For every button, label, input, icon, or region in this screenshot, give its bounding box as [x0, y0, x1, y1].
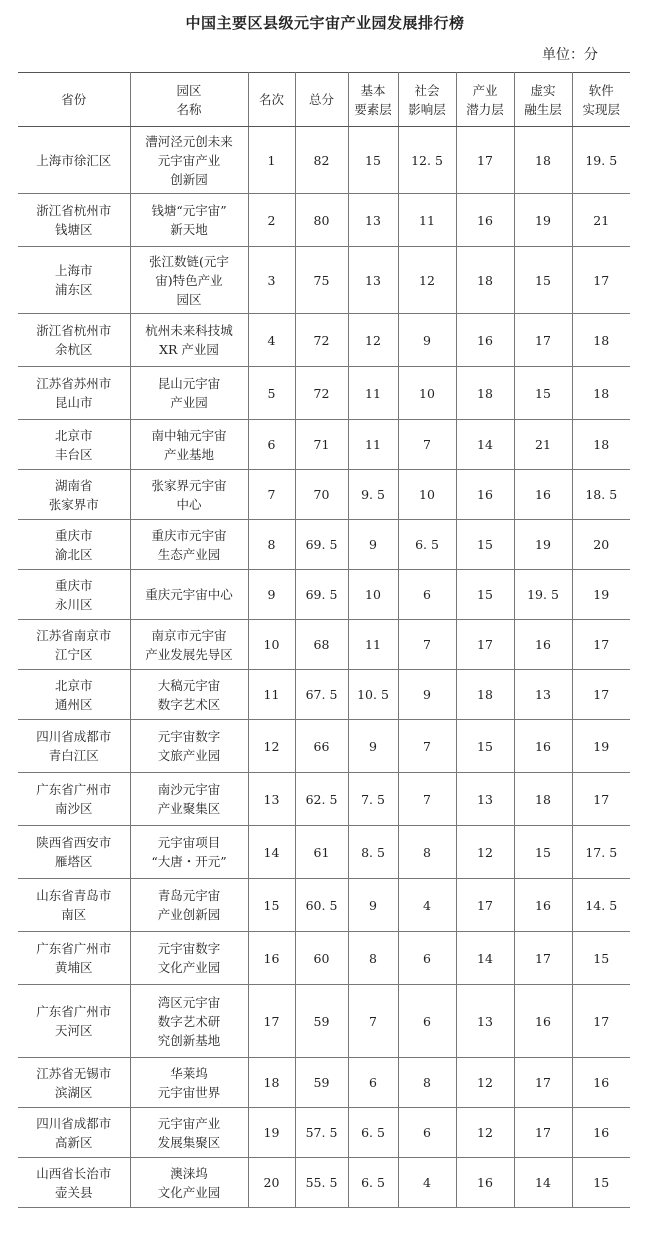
cell-software: 14. 5: [572, 879, 630, 932]
cell-social: 7: [398, 773, 456, 826]
cell-virtual: 18: [514, 127, 572, 194]
cell-province: 广东省广州市 天河区: [18, 985, 130, 1058]
cell-province: 浙江省杭州市 钱塘区: [18, 194, 130, 247]
cell-software: 21: [572, 194, 630, 247]
cell-industry: 13: [456, 985, 514, 1058]
cell-rank: 13: [248, 773, 295, 826]
ranking-table: [18, 72, 630, 1208]
cell-total: 82: [295, 127, 348, 194]
table-row: [18, 773, 630, 826]
cell-virtual: 19. 5: [514, 570, 572, 620]
cell-social: 6: [398, 932, 456, 985]
cell-basic: 6: [348, 1058, 398, 1108]
cell-basic: 9. 5: [348, 470, 398, 520]
cell-virtual: 16: [514, 985, 572, 1058]
cell-total: 69. 5: [295, 520, 348, 570]
cell-park: 南沙元宇宙 产业聚集区: [130, 773, 248, 826]
cell-rank: 11: [248, 670, 295, 720]
cell-province: 广东省广州市 黄埔区: [18, 932, 130, 985]
cell-rank: 6: [248, 420, 295, 470]
cell-rank: 14: [248, 826, 295, 879]
cell-total: 72: [295, 314, 348, 367]
cell-software: 18: [572, 367, 630, 420]
cell-social: 6: [398, 570, 456, 620]
cell-industry: 12: [456, 826, 514, 879]
cell-park: 华莱坞 元宇宙世界: [130, 1058, 248, 1108]
cell-social: 7: [398, 420, 456, 470]
cell-total: 75: [295, 247, 348, 314]
cell-total: 66: [295, 720, 348, 773]
cell-industry: 15: [456, 570, 514, 620]
cell-virtual: 16: [514, 879, 572, 932]
table-row: [18, 1058, 630, 1108]
cell-basic: 13: [348, 247, 398, 314]
cell-rank: 3: [248, 247, 295, 314]
cell-province: 浙江省杭州市 余杭区: [18, 314, 130, 367]
table-row: [18, 520, 630, 570]
cell-province: 重庆市 渝北区: [18, 520, 130, 570]
cell-park: 澳涞坞 文化产业园: [130, 1158, 248, 1208]
cell-industry: 18: [456, 247, 514, 314]
cell-basic: 11: [348, 367, 398, 420]
table-row: [18, 826, 630, 879]
table-row: [18, 420, 630, 470]
cell-virtual: 15: [514, 247, 572, 314]
cell-total: 70: [295, 470, 348, 520]
cell-park: 元宇宙数字 文化产业园: [130, 932, 248, 985]
table-row: [18, 314, 630, 367]
cell-social: 11: [398, 194, 456, 247]
cell-virtual: 15: [514, 367, 572, 420]
cell-rank: 1: [248, 127, 295, 194]
cell-virtual: 14: [514, 1158, 572, 1208]
cell-social: 6. 5: [398, 520, 456, 570]
cell-software: 18: [572, 314, 630, 367]
cell-virtual: 18: [514, 773, 572, 826]
cell-industry: 18: [456, 670, 514, 720]
cell-software: 19. 5: [572, 127, 630, 194]
cell-basic: 9: [348, 879, 398, 932]
table-title: 中国主要区县级元宇宙产业园发展排行榜: [185, 14, 465, 32]
table-row: [18, 670, 630, 720]
cell-rank: 2: [248, 194, 295, 247]
cell-software: 15: [572, 932, 630, 985]
cell-rank: 7: [248, 470, 295, 520]
cell-total: 80: [295, 194, 348, 247]
cell-rank: 19: [248, 1108, 295, 1158]
cell-industry: 15: [456, 520, 514, 570]
table-row: [18, 1108, 630, 1158]
cell-province: 山西省长治市 壶关县: [18, 1158, 130, 1208]
cell-province: 江苏省苏州市 昆山市: [18, 367, 130, 420]
cell-software: 17: [572, 620, 630, 670]
cell-software: 17. 5: [572, 826, 630, 879]
header-rank: 名次: [248, 73, 295, 127]
cell-basic: 13: [348, 194, 398, 247]
cell-park: 漕河泾元创未来 元宇宙产业 创新园: [130, 127, 248, 194]
cell-software: 16: [572, 1108, 630, 1158]
cell-province: 湖南省 张家界市: [18, 470, 130, 520]
table-row: [18, 932, 630, 985]
cell-rank: 20: [248, 1158, 295, 1208]
cell-software: 16: [572, 1058, 630, 1108]
cell-software: 17: [572, 670, 630, 720]
header-virtual: 虚实 融生层: [514, 73, 572, 127]
cell-basic: 8: [348, 932, 398, 985]
cell-basic: 15: [348, 127, 398, 194]
header-row: [18, 73, 630, 127]
cell-rank: 15: [248, 879, 295, 932]
cell-total: 69. 5: [295, 570, 348, 620]
table-row: [18, 620, 630, 670]
cell-social: 12. 5: [398, 127, 456, 194]
header-province: 省份: [18, 73, 130, 127]
cell-rank: 17: [248, 985, 295, 1058]
cell-total: 68: [295, 620, 348, 670]
cell-park: 杭州未来科技城 XR 产业园: [130, 314, 248, 367]
cell-park: 湾区元宇宙 数字艺术研 究创新基地: [130, 985, 248, 1058]
cell-park: 南中轴元宇宙 产业基地: [130, 420, 248, 470]
cell-basic: 11: [348, 620, 398, 670]
cell-software: 20: [572, 520, 630, 570]
cell-total: 61: [295, 826, 348, 879]
cell-social: 8: [398, 1058, 456, 1108]
cell-virtual: 17: [514, 1058, 572, 1108]
cell-park: 张江数链(元宇 宙)特色产业 园区: [130, 247, 248, 314]
cell-social: 10: [398, 470, 456, 520]
cell-total: 72: [295, 367, 348, 420]
cell-social: 7: [398, 620, 456, 670]
cell-industry: 13: [456, 773, 514, 826]
cell-industry: 17: [456, 879, 514, 932]
cell-rank: 10: [248, 620, 295, 670]
cell-industry: 16: [456, 1158, 514, 1208]
cell-industry: 14: [456, 932, 514, 985]
table-row: [18, 470, 630, 520]
cell-province: 四川省成都市 高新区: [18, 1108, 130, 1158]
cell-province: 广东省广州市 南沙区: [18, 773, 130, 826]
cell-social: 10: [398, 367, 456, 420]
table-row: [18, 1158, 630, 1208]
cell-park: 昆山元宇宙 产业园: [130, 367, 248, 420]
cell-basic: 9: [348, 720, 398, 773]
header-total: 总分: [295, 73, 348, 127]
unit-label: 单位：分: [542, 47, 598, 63]
cell-rank: 9: [248, 570, 295, 620]
cell-total: 71: [295, 420, 348, 470]
table-row: [18, 985, 630, 1058]
cell-basic: 10. 5: [348, 670, 398, 720]
header-social: 社会 影响层: [398, 73, 456, 127]
cell-basic: 7: [348, 985, 398, 1058]
table-row: [18, 570, 630, 620]
cell-rank: 12: [248, 720, 295, 773]
cell-park: 大稿元宇宙 数字艺术区: [130, 670, 248, 720]
cell-province: 重庆市 永川区: [18, 570, 130, 620]
cell-basic: 12: [348, 314, 398, 367]
cell-virtual: 16: [514, 620, 572, 670]
cell-industry: 16: [456, 314, 514, 367]
cell-province: 陕西省西安市 雁塔区: [18, 826, 130, 879]
cell-basic: 6. 5: [348, 1158, 398, 1208]
cell-industry: 12: [456, 1058, 514, 1108]
table-row: [18, 194, 630, 247]
cell-software: 15: [572, 1158, 630, 1208]
cell-social: 4: [398, 879, 456, 932]
table-row: [18, 127, 630, 194]
cell-virtual: 15: [514, 826, 572, 879]
cell-virtual: 17: [514, 1108, 572, 1158]
cell-rank: 4: [248, 314, 295, 367]
cell-software: 17: [572, 985, 630, 1058]
cell-total: 60. 5: [295, 879, 348, 932]
cell-rank: 5: [248, 367, 295, 420]
cell-total: 67. 5: [295, 670, 348, 720]
cell-virtual: 21: [514, 420, 572, 470]
cell-park: 元宇宙数字 文旅产业园: [130, 720, 248, 773]
cell-virtual: 17: [514, 932, 572, 985]
cell-total: 59: [295, 985, 348, 1058]
cell-province: 上海市 浦东区: [18, 247, 130, 314]
cell-industry: 16: [456, 194, 514, 247]
cell-basic: 10: [348, 570, 398, 620]
cell-software: 18: [572, 420, 630, 470]
cell-total: 57. 5: [295, 1108, 348, 1158]
cell-industry: 14: [456, 420, 514, 470]
cell-virtual: 19: [514, 520, 572, 570]
cell-basic: 11: [348, 420, 398, 470]
cell-social: 6: [398, 985, 456, 1058]
cell-basic: 6. 5: [348, 1108, 398, 1158]
cell-social: 9: [398, 314, 456, 367]
cell-rank: 18: [248, 1058, 295, 1108]
header-software: 软件 实现层: [572, 73, 630, 127]
cell-virtual: 16: [514, 720, 572, 773]
cell-park: 重庆元宇宙中心: [130, 570, 248, 620]
cell-industry: 17: [456, 127, 514, 194]
cell-social: 12: [398, 247, 456, 314]
cell-virtual: 19: [514, 194, 572, 247]
cell-virtual: 16: [514, 470, 572, 520]
table-row: [18, 720, 630, 773]
header-basic: 基本 要素层: [348, 73, 398, 127]
cell-software: 19: [572, 570, 630, 620]
cell-social: 4: [398, 1158, 456, 1208]
cell-park: 重庆市元宇宙 生态产业园: [130, 520, 248, 570]
cell-total: 59: [295, 1058, 348, 1108]
cell-industry: 18: [456, 367, 514, 420]
table-row: [18, 879, 630, 932]
cell-basic: 9: [348, 520, 398, 570]
header-park: 园区 名称: [130, 73, 248, 127]
header-industry: 产业 潜力层: [456, 73, 514, 127]
cell-basic: 8. 5: [348, 826, 398, 879]
cell-park: 元宇宙产业 发展集聚区: [130, 1108, 248, 1158]
cell-rank: 8: [248, 520, 295, 570]
cell-software: 19: [572, 720, 630, 773]
cell-industry: 15: [456, 720, 514, 773]
cell-park: 钱塘“元宇宙” 新天地: [130, 194, 248, 247]
cell-social: 6: [398, 1108, 456, 1158]
table-row: [18, 367, 630, 420]
cell-province: 上海市徐汇区: [18, 127, 130, 194]
cell-virtual: 13: [514, 670, 572, 720]
cell-software: 17: [572, 247, 630, 314]
cell-province: 北京市 丰台区: [18, 420, 130, 470]
cell-social: 9: [398, 670, 456, 720]
cell-social: 8: [398, 826, 456, 879]
cell-park: 张家界元宇宙 中心: [130, 470, 248, 520]
cell-park: 元宇宙项目 “大唐・开元”: [130, 826, 248, 879]
cell-industry: 12: [456, 1108, 514, 1158]
cell-basic: 7. 5: [348, 773, 398, 826]
cell-park: 南京市元宇宙 产业发展先导区: [130, 620, 248, 670]
cell-province: 四川省成都市 青白江区: [18, 720, 130, 773]
cell-total: 62. 5: [295, 773, 348, 826]
cell-virtual: 17: [514, 314, 572, 367]
table-row: [18, 247, 630, 314]
cell-province: 江苏省无锡市 滨湖区: [18, 1058, 130, 1108]
cell-software: 17: [572, 773, 630, 826]
cell-province: 山东省青岛市 南区: [18, 879, 130, 932]
cell-province: 江苏省南京市 江宁区: [18, 620, 130, 670]
cell-industry: 16: [456, 470, 514, 520]
cell-social: 7: [398, 720, 456, 773]
cell-industry: 17: [456, 620, 514, 670]
cell-park: 青岛元宇宙 产业创新园: [130, 879, 248, 932]
cell-rank: 16: [248, 932, 295, 985]
cell-software: 18. 5: [572, 470, 630, 520]
cell-total: 55. 5: [295, 1158, 348, 1208]
cell-total: 60: [295, 932, 348, 985]
cell-province: 北京市 通州区: [18, 670, 130, 720]
